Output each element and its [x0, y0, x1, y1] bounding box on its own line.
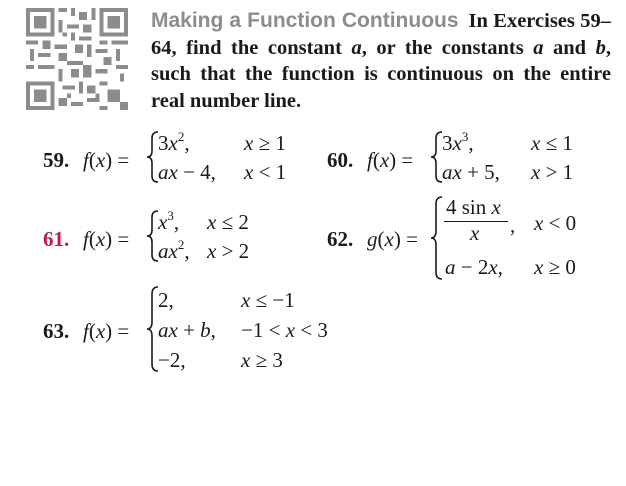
- case-cond: x ≥ 0: [534, 255, 576, 279]
- case-cond: −1 < x < 3: [241, 318, 328, 342]
- case-expr: ax − 4,: [158, 160, 216, 184]
- case-expr: a − 2x,: [445, 255, 503, 279]
- section-header: [151, 8, 611, 114]
- exercise-number: 61.: [43, 227, 70, 251]
- case-cond: x ≥ 1: [244, 131, 286, 155]
- exercise-number: 59.: [43, 148, 70, 172]
- case-expr: ax + 5,: [442, 160, 500, 184]
- section-title: Making a Function Continuous: [151, 9, 459, 32]
- function-lhs: f(x) =: [83, 148, 130, 172]
- case-cond: x ≥ 3: [241, 348, 283, 372]
- case-cond: x ≤ −1: [241, 288, 295, 312]
- instructions-var-a2: a: [533, 36, 544, 59]
- case-expr: −2,: [158, 348, 186, 372]
- case-expr: $x^3$,: [158, 208, 180, 234]
- case-cond: x ≤ 1: [531, 131, 573, 155]
- qr-code: [26, 8, 128, 110]
- case-expr: ax + b,: [158, 318, 216, 342]
- case-expr: $3x^2$,: [158, 129, 190, 155]
- fraction-4sinx-over-x: 4 sin x x: [444, 195, 508, 245]
- instructions-mid: , or the constants: [361, 36, 524, 59]
- instructions-tail: , such that the function is continuous on the entire real number line.: [151, 36, 611, 112]
- instructions-var-b: b: [595, 36, 606, 59]
- exercise-number: 63.: [43, 319, 70, 343]
- function-lhs: f(x) =: [367, 148, 414, 172]
- case-cond: x > 1: [531, 160, 574, 184]
- exercise-number: 60.: [327, 148, 354, 172]
- left-brace: [430, 196, 444, 280]
- case-cond: x ≤ 2: [207, 210, 249, 234]
- case-comma: ,: [510, 213, 516, 237]
- case-cond: x < 0: [534, 211, 577, 235]
- function-lhs: g(x) =: [367, 227, 418, 251]
- function-lhs: f(x) =: [83, 227, 130, 251]
- instructions-var-a: a: [351, 36, 362, 59]
- case-expr: $ax^2$,: [158, 237, 190, 263]
- case-expr: 2,: [158, 288, 174, 312]
- case-cond: x < 1: [244, 160, 287, 184]
- exercise-number: 62.: [327, 227, 354, 251]
- case-expr: $3x^3$,: [442, 129, 474, 155]
- instructions-lead: In Exercises 59–64, find the constant: [151, 10, 611, 59]
- case-cond: x > 2: [207, 239, 250, 263]
- function-lhs: f(x) =: [83, 319, 130, 343]
- instructions-and: and: [553, 36, 587, 59]
